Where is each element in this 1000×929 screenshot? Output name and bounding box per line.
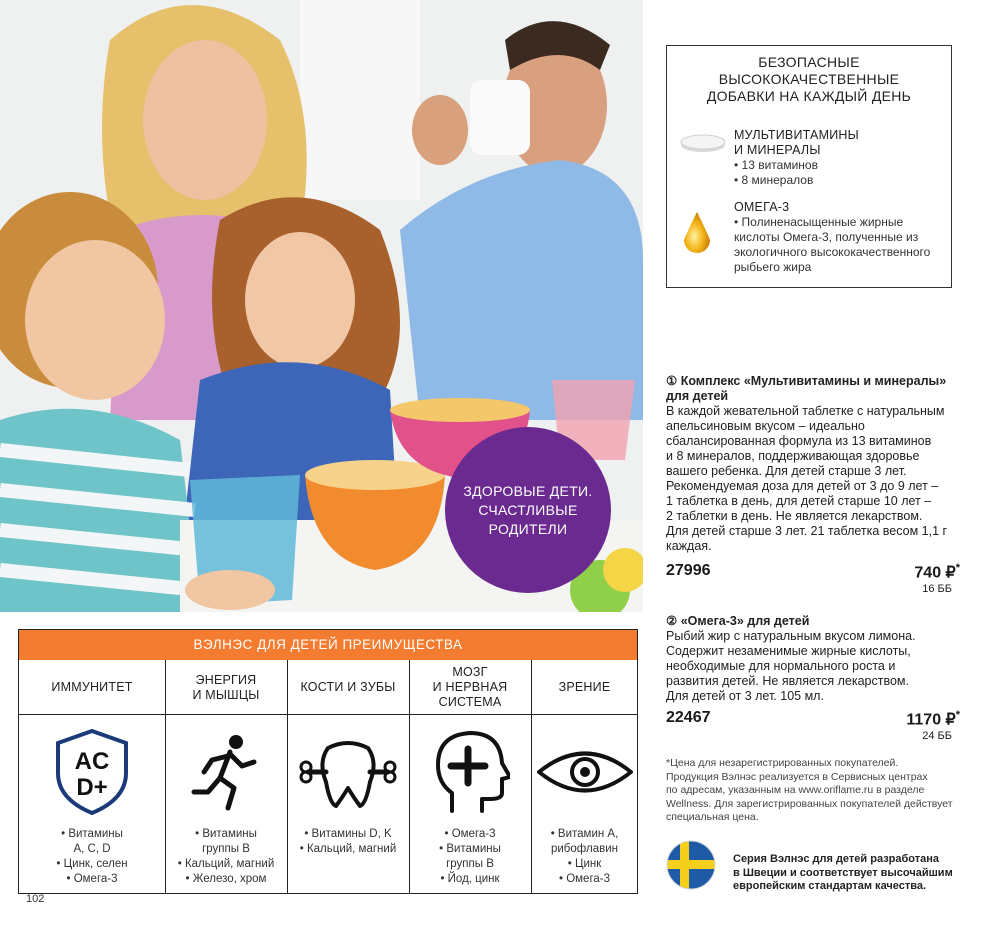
shield-text-line: AC (74, 748, 110, 775)
product-desc-line: В каждой жевательной таблетке с натуральным (666, 404, 945, 418)
product-desc-line: 1 таблетка в день, для детей старше 10 лет – (666, 494, 932, 508)
omega-line: экологичного высококачественного (734, 245, 931, 259)
product-desc-line: развития детей. Не является лекарством. (666, 674, 909, 688)
benefit-head-line: МОЗГ (452, 665, 488, 679)
footnote-line: Wellness. Для зарегистрированных покупателей действует (666, 797, 953, 810)
product-name-line: для детей (666, 389, 729, 403)
price-value: 1170 ₽ (906, 711, 956, 729)
multivitamin-head: МУЛЬТИВИТАМИНЫ (734, 128, 859, 142)
title-line: ДОБАВКИ НА КАЖДЫЙ ДЕНЬ (706, 88, 912, 104)
product-price (906, 709, 960, 729)
benefit-list-energy (165, 827, 287, 887)
slogan-line: СЧАСТЛИВЫЕ (478, 501, 578, 518)
runner-icon (165, 724, 287, 820)
product-desc-line: и 8 минералов, поддерживающая здоровье (666, 449, 920, 463)
multivitamin-bullet: • 8 минералов (734, 173, 814, 187)
footnote-line: *Цена для незарегистрированных покупателей. (666, 757, 899, 769)
product-bonus-points: 24 ББ (922, 730, 952, 742)
price-value: 740 ₽ (914, 564, 956, 582)
omega-head: ОМЕГА-3 (734, 200, 790, 214)
sweden-line: в Швеции и соответствует высочайшим (733, 866, 953, 879)
benefit-head-line: ЭНЕРГИЯ (195, 672, 257, 687)
product-multivitamins (666, 374, 962, 554)
slogan-badge (445, 427, 611, 593)
shield-text-line: D+ (76, 774, 108, 801)
benefit-item: • Цинк, селен (56, 858, 128, 870)
product-number: ② (666, 614, 678, 628)
product-name-line: «Омега-3» для детей (680, 614, 810, 628)
info-box-title (667, 54, 951, 105)
product-desc-line: каждая. (666, 539, 712, 553)
product-name (666, 374, 962, 389)
tablet-icon (680, 133, 726, 153)
benefit-item: группы B (202, 843, 250, 855)
benefit-item: • Омега-3 (558, 873, 611, 885)
benefit-item: • Цинк (567, 858, 602, 870)
eye-icon (531, 724, 638, 820)
benefit-item: • Витамины (195, 828, 257, 840)
benefit-head-line: ЗРЕНИЕ (558, 680, 611, 694)
omega-line: рыбьего жира (734, 260, 812, 274)
price-footnote (666, 757, 966, 825)
footnote-line: Продукция Вэлнэс реализуется в Сервисных центрах (666, 770, 928, 783)
multivitamin-bullet: • 13 витаминов (734, 158, 818, 172)
page-number: 102 (26, 893, 45, 905)
benefit-item: • Железо, хром (185, 873, 267, 885)
product-desc-line: Рыбий жир с натуральным вкусом лимона. (666, 629, 916, 643)
product-price (914, 562, 960, 582)
benefit-item: • Витамины (439, 843, 501, 855)
footnote-line: по адресам, указанным на www.oriflame.ru в разделе (666, 784, 925, 796)
slogan-line: ЗДОРОВЫЕ ДЕТИ. (463, 482, 593, 499)
benefit-item: • Витамины D, K (304, 828, 392, 840)
product-desc-line: Для детей старше 3 лет. 21 таблетка весом 1,1 г (666, 524, 948, 538)
head-plus-icon (409, 724, 531, 820)
benefit-head-line: СИСТЕМА (438, 695, 502, 709)
benefit-list-vision (531, 827, 638, 887)
title-line: ВЫСОКОКАЧЕСТВЕННЫЕ (718, 71, 900, 87)
product-code: 22467 (666, 709, 711, 726)
sweden-flag-icon (666, 840, 716, 890)
product-desc-line: сбалансированная формула из 13 витаминов (666, 434, 932, 448)
product-desc-line: апельсиновым вкусом – идеально (666, 419, 865, 433)
benefit-item: A, C, D (73, 843, 111, 855)
multivitamin-head: И МИНЕРАЛЫ (734, 143, 821, 157)
product-desc-line: 2 таблетки в день. Не является лекарством. (666, 509, 923, 523)
oil-drop-icon (680, 210, 714, 260)
benefit-head-bones (287, 660, 409, 715)
benefit-list-immunity (19, 827, 165, 887)
omega-summary (734, 200, 946, 275)
product-desc-line: вашего ребенка. Для детей старше 3 лет. (666, 464, 907, 478)
product-bonus-points: 16 ББ (922, 583, 952, 595)
footnote-line: специальная цена. (666, 811, 759, 823)
product-omega3 (666, 614, 962, 704)
title-line: БЕЗОПАСНЫЕ (758, 54, 860, 70)
benefit-item: • Йод, цинк (440, 873, 500, 885)
multivitamin-summary (734, 128, 944, 188)
benefit-head-line: ИММУНИТЕТ (51, 680, 133, 694)
benefits-banner: ВЭЛНЭС ДЛЯ ДЕТЕЙ ПРЕИМУЩЕСТВА (19, 630, 637, 660)
product-name-line: Комплекс «Мультивитамины и минералы» (680, 374, 947, 388)
slogan-line: РОДИТЕЛИ (488, 520, 568, 537)
sweden-statement (733, 853, 973, 894)
price-footnote-mark: * (955, 562, 960, 574)
sweden-line: европейским стандартам качества. (733, 880, 927, 892)
product-desc-line: необходимые для нормального роста и (666, 659, 896, 673)
family-photo (0, 0, 643, 612)
price-footnote-mark: * (955, 709, 960, 721)
product-desc-line: Содержит незаменимые жирные кислоты, (666, 644, 911, 658)
benefit-item: • Витамин A, (550, 828, 619, 840)
benefit-item: группы B (446, 858, 494, 870)
benefit-item: • Омега-3 (444, 828, 496, 840)
benefit-head-line: И НЕРВНАЯ (432, 680, 508, 694)
benefit-head-vision (531, 660, 638, 715)
omega-line: • Полиненасыщенные жирные (734, 215, 904, 229)
benefit-item: • Витамины (61, 828, 123, 840)
shield-icon (19, 724, 165, 820)
benefit-head-energy (165, 660, 287, 715)
benefit-head-brain (409, 660, 531, 715)
tooth-bone-icon (287, 724, 409, 820)
benefit-list-brain (409, 827, 531, 887)
benefit-item: рибофлавин (550, 843, 618, 855)
product-name (666, 614, 962, 629)
benefit-item: • Кальций, магний (177, 858, 275, 870)
benefit-head-line: КОСТИ И ЗУБЫ (300, 680, 396, 694)
benefit-head-line: И МЫШЦЫ (192, 687, 260, 702)
omega-line: кислоты Омега-3, полученные из (734, 230, 919, 244)
benefit-head-immunity (19, 660, 165, 715)
benefit-item: • Омега-3 (66, 873, 118, 885)
product-desc-line: Для детей от 3 лет. 105 мл. (666, 689, 824, 703)
benefits-table (18, 629, 638, 894)
product-code: 27996 (666, 562, 711, 579)
product-number: ① (666, 374, 678, 388)
product-desc-line: Рекомендуемая доза для детей от 3 до 9 лет – (666, 479, 939, 493)
benefit-list-bones (287, 827, 409, 857)
benefit-item: • Кальций, магний (299, 843, 397, 855)
sweden-line: Серия Вэлнэс для детей разработана (733, 853, 940, 865)
